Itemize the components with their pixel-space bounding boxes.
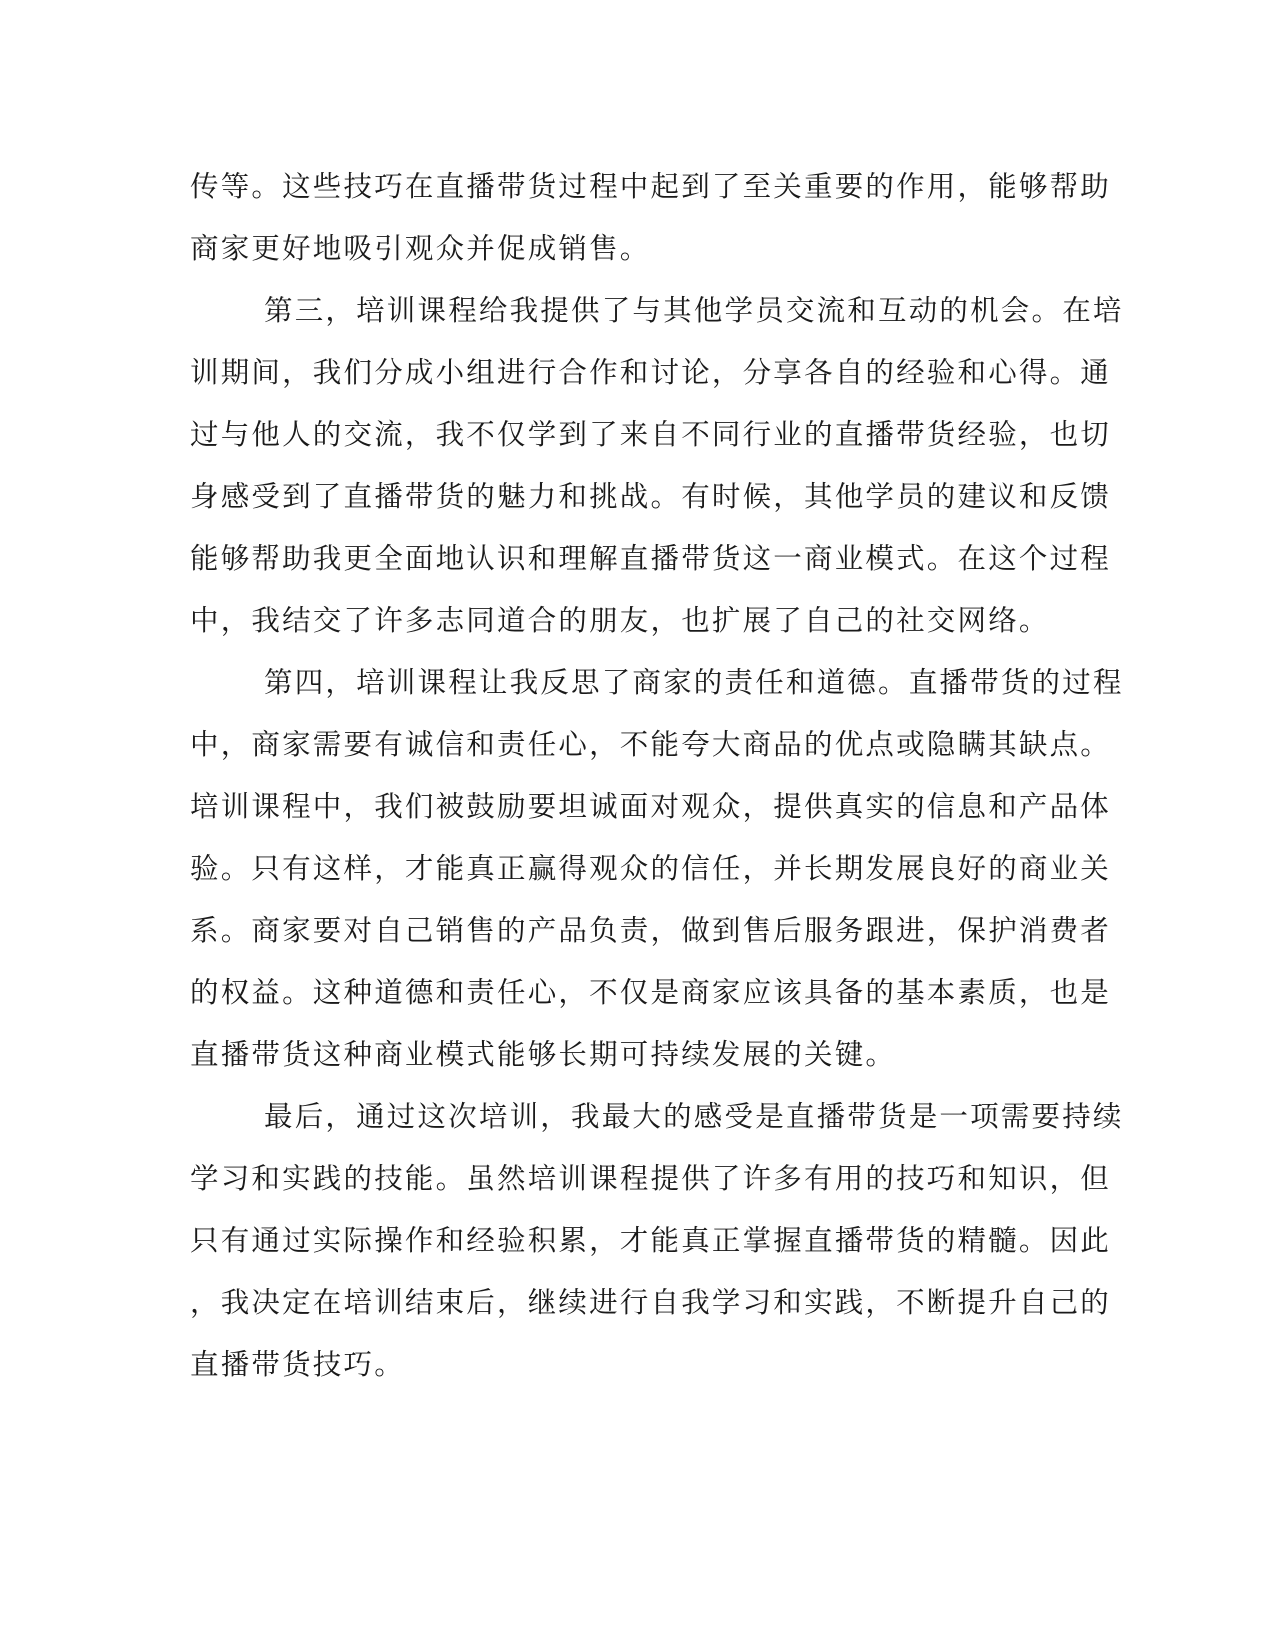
paragraph-first-line: 第四，培训课程让我反思了商家的责任和道德。直播带货的过程 bbox=[264, 666, 1124, 699]
text-line: 培训课程中，我们被鼓励要坦诚面对观众，提供真实的信息和产品体 bbox=[190, 790, 1112, 823]
text-line: 能够帮助我更全面地认识和理解直播带货这一商业模式。在这个过程 bbox=[190, 542, 1112, 575]
text-line: 商家更好地吸引观众并促成销售。 bbox=[190, 232, 651, 265]
text-line: 身感受到了直播带货的魅力和挑战。有时候，其他学员的建议和反馈 bbox=[190, 480, 1112, 513]
text-line: 的权益。这种道德和责任心，不仅是商家应该具备的基本素质，也是 bbox=[190, 976, 1112, 1009]
paragraph-first-line: 最后，通过这次培训，我最大的感受是直播带货是一项需要持续 bbox=[264, 1100, 1124, 1133]
text-line: 训期间，我们分成小组进行合作和讨论，分享各自的经验和心得。通 bbox=[190, 356, 1112, 389]
body-text bbox=[190, 156, 1124, 1396]
text-line: 只有通过实际操作和经验积累，才能真正掌握直播带货的精髓。因此 bbox=[190, 1224, 1112, 1257]
text-line: 学习和实践的技能。虽然培训课程提供了许多有用的技巧和知识，但 bbox=[190, 1162, 1112, 1195]
text-line: 过与他人的交流，我不仅学到了来自不同行业的直播带货经验，也切 bbox=[190, 418, 1112, 451]
text-line: 验。只有这样，才能真正赢得观众的信任，并长期发展良好的商业关 bbox=[190, 852, 1112, 885]
text-line: 系。商家要对自己销售的产品负责，做到售后服务跟进，保护消费者 bbox=[190, 914, 1112, 947]
text-line: 中，商家需要有诚信和责任心，不能夸大商品的优点或隐瞒其缺点。 bbox=[190, 728, 1112, 761]
text-line: 中，我结交了许多志同道合的朋友，也扩展了自己的社交网络。 bbox=[190, 604, 1050, 637]
text-line: 直播带货这种商业模式能够长期可持续发展的关键。 bbox=[190, 1038, 897, 1071]
text-line: 传等。这些技巧在直播带货过程中起到了至关重要的作用，能够帮助 bbox=[190, 170, 1112, 203]
text-line: 直播带货技巧。 bbox=[190, 1348, 405, 1381]
text-line: ，我决定在培训结束后，继续进行自我学习和实践，不断提升自己的 bbox=[190, 1286, 1112, 1319]
paragraph-first-line: 第三，培训课程给我提供了与其他学员交流和互动的机会。在培 bbox=[264, 294, 1124, 327]
